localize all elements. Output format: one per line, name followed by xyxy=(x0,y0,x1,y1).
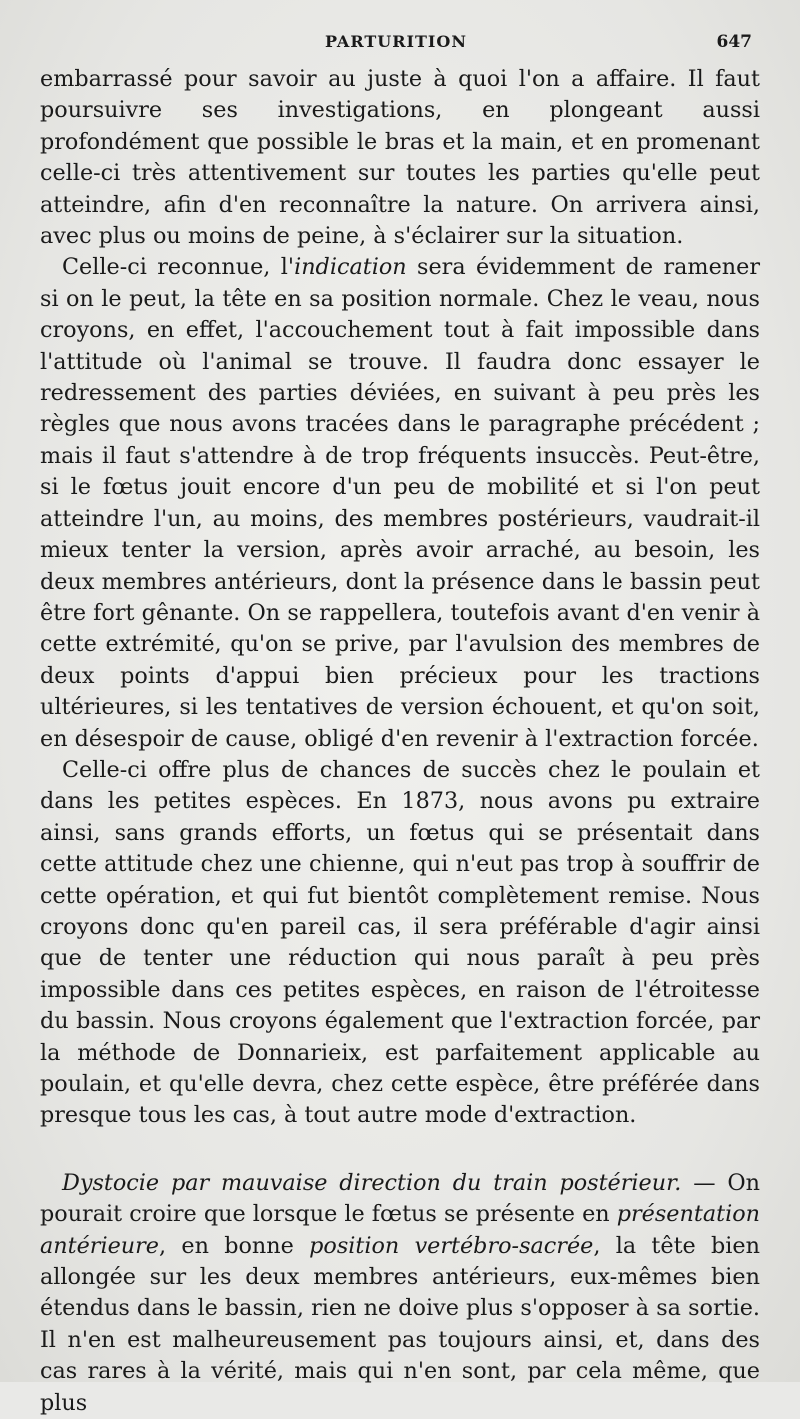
body-text xyxy=(40,64,760,1419)
italic-term-indication: indication xyxy=(294,254,407,281)
paragraph-text: , en bonne xyxy=(159,1232,310,1259)
section-heading: Dystocie par mauvaise direction du train postérieur. xyxy=(62,1169,682,1196)
running-head: PARTURITION xyxy=(325,32,467,51)
paragraph-continuation: embarrassé pour savoir au juste à quoi l'on a affaire. Il faut poursuivre ses investigations, en plongeant aussi profondément que possible le bras et la main, et en promenant celle-ci très attentivement sur toutes les parties qu'elle peut atteindre, afin d'en reconnaître la nature. On arrivera ainsi, avec plus ou moins de peine, à s'éclairer sur la situation. xyxy=(40,66,760,250)
paragraph-text: Celle-ci reconnue, l' xyxy=(62,254,295,281)
page-number: 647 xyxy=(716,32,752,52)
page-header xyxy=(40,32,752,60)
paragraph-text: sera évidemment de ramener si on le peut, la tête en sa position normale. Chez le veau, nous croyons, en effet, l'accouchement tout à fait impossible dans l'attitude où l'animal se trouve. Il faudra donc essayer le redressement des parties déviées, en suivant à peu près les règles que nous avons tracées dans le paragraphe précédent ; mais il faut s'attendre à de trop fréquents insuccès. Peut-être, si le fœtus jouit encore d'un peu de mobilité et si l'on peut atteindre l'un, au moins, des membres postérieurs, vaudrait-il mieux tenter la version, après avoir arraché, au besoin, les deux membres antérieurs, dont la présence dans le bassin peut être fort gênante. On se rappellera, toutefois avant d'en venir à cette extrémité, qu'on se prive, par l'avulsion des membres de deux points d'appui bien précieux pour les tractions ultérieures, si les tentatives de version échouent, et qu'on soit, en désespoir de cause, obligé d'en revenir à l'extraction forcée. xyxy=(40,254,760,752)
section-gap xyxy=(40,1132,760,1168)
paragraph-poulain: Celle-ci offre plus de chances de succès chez le poulain et dans les petites espèces. En 1873, nous avons pu extraire ainsi, sans grands efforts, un fœtus qui se présentait dans cette attitude chez une chienne, qui n'eut pas trop à souffrir de cette opération, et qui fut bientôt complètement remise. Nous croyons donc qu'en pareil cas, il sera préférable d'agir ainsi que de tenter une réduction qui nous paraît à peu près impossible dans ces petites espèces, en raison de l'étroitesse du bassin. Nous croyons également que l'extraction forcée, par la méthode de Donnarieix, est parfaitement applicable au poulain, et qu'elle devra, chez cette espèce, être préférée dans presque tous les cas, à tout autre mode d'extraction. xyxy=(40,756,760,1129)
paragraph-text: — On pourait croire que lorsque le fœtus se présente en xyxy=(40,1169,760,1228)
paragraph-indication xyxy=(40,252,760,755)
italic-term-position: position vertébro-sacrée xyxy=(309,1232,594,1259)
paragraph-text: , la tête bien allongée sur les deux membres antérieurs, eux-mêmes bien étendus dans le bassin, rien ne doive plus s'opposer à sa sortie. Il n'en est malheureusement pas toujours ainsi, et, dans des cas rares à la vérité, mais qui n'en sont, par cela même, que plus xyxy=(40,1232,760,1416)
paragraph-dystocie xyxy=(40,1168,760,1419)
italic-term-presentation: présentation antérieure xyxy=(40,1201,760,1259)
